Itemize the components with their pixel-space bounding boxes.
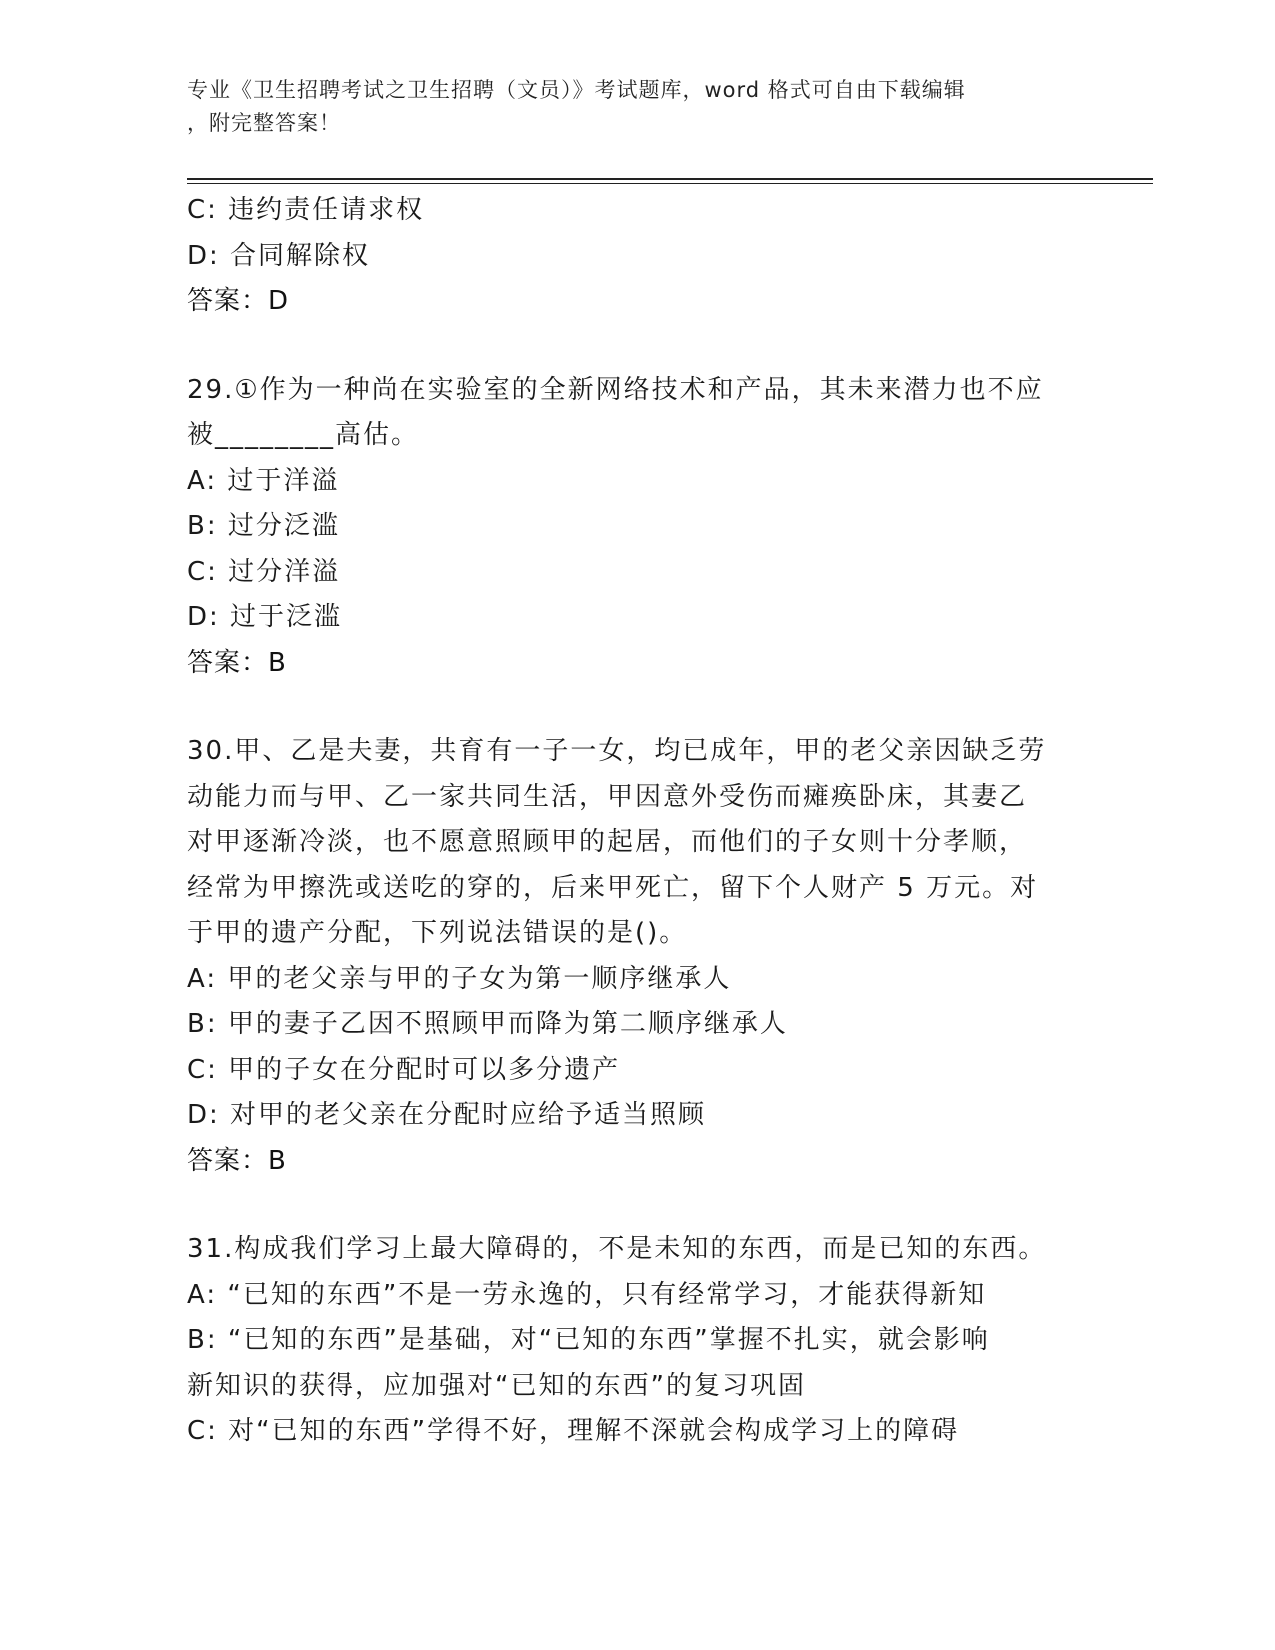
- spacer: [187, 686, 1087, 729]
- question-stem: 31.构成我们学习上最大障碍的，不是未知的东西，而是已知的东西。: [187, 1234, 1047, 1264]
- option-b: B: 过分泛滥: [187, 511, 340, 541]
- question-stem: 30.甲、乙是夫妻，共育有一子一女，均已成年，甲的老父亲因缺乏劳: [187, 736, 1047, 766]
- question-31: [187, 1227, 1087, 1455]
- page-header: [187, 74, 1067, 140]
- option-a: A: 甲的老父亲与甲的子女为第一顺序继承人: [187, 963, 732, 994]
- header-line-2: ，附完整答案！: [187, 111, 341, 135]
- option-c: C: 对“已知的东西”学得不好，理解不深就会构成学习上的障碍: [187, 1416, 960, 1446]
- question-stem: 经常为甲擦洗或送吃的穿的，后来甲死亡，留下个人财产 5 万元。对: [187, 872, 1039, 903]
- header-line-1: 专业《卫生招聘考试之卫生招聘（文员）》考试题库，word 格式可自由下载编辑: [187, 78, 966, 102]
- question-stem: 动能力而与甲、乙一家共同生活，甲因意外受伤而瘫痪卧床，其妻乙: [187, 781, 1028, 812]
- answer-line: 答案：B: [187, 647, 287, 678]
- option-b-continued: 新知识的获得，应加强对“已知的东西”的复习巩固: [187, 1370, 806, 1401]
- option-c: C: 违约责任请求权: [187, 195, 425, 225]
- header-rule-thick: [187, 178, 1153, 180]
- answer-line: 答案：B: [187, 1145, 287, 1176]
- option-c: C: 过分洋溢: [187, 556, 341, 587]
- option-b: B: “已知的东西”是基础，对“已知的东西”掌握不扎实，就会影响: [187, 1325, 990, 1355]
- option-d: D: 合同解除权: [187, 240, 371, 271]
- answer-line: 答案：D: [187, 286, 290, 316]
- question-30: [187, 729, 1087, 1184]
- question-stem: 对甲逐渐冷淡，也不愿意照顾甲的起居，而他们的子女则十分孝顺，: [187, 827, 1028, 857]
- option-d: D: 对甲的老父亲在分配时应给予适当照顾: [187, 1100, 707, 1130]
- spacer: [187, 325, 1087, 368]
- option-b: B: 甲的妻子乙因不照顾甲而降为第二顺序继承人: [187, 1009, 788, 1039]
- option-c: C: 甲的子女在分配时可以多分遗产: [187, 1054, 621, 1085]
- option-d: D: 过于泛滥: [187, 602, 343, 632]
- question-stem: 29.①作为一种尚在实验室的全新网络技术和产品，其未来潜力也不应: [187, 374, 1044, 405]
- question-stem: 被________高估。: [187, 420, 420, 450]
- question-29: [187, 368, 1087, 687]
- option-a: A: 过于洋溢: [187, 465, 340, 496]
- question-content: [187, 188, 1087, 1455]
- question-28-tail: [187, 188, 1087, 325]
- option-a: A: “已知的东西”不是一劳永逸的，只有经常学习，才能获得新知: [187, 1279, 987, 1310]
- question-stem: 于甲的遗产分配，下列说法错误的是()。: [187, 918, 688, 948]
- header-rule-thin: [187, 183, 1153, 184]
- spacer: [187, 1184, 1087, 1227]
